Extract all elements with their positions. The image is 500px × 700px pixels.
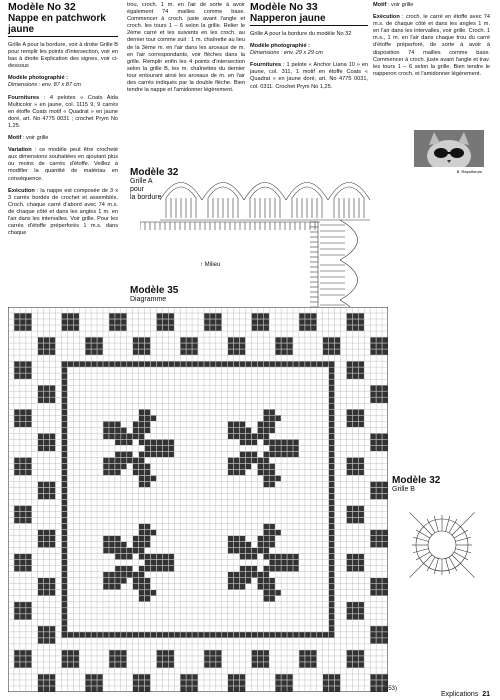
model-33-execution: Exécution : croch. le carré en étoffe avec 74 m.s. de chaque côté et dans les angles 1 m. en l'air dans les intervalles, voir grille. Croch. 1 m.s., 1 m. en l'air dans chaque trou du carré d'étoffe préperforé, de sorte à avoir à disposition 74 mailles comme base. Commencer à croch. juste avant l'angle et trav. les tours 1 – 6 selon la grille. Bien tendre le napperon croch. et l'amidonner légèrement. <box>373 14 490 77</box>
diagramme-label: Modèle 35 Diagramme <box>130 285 179 303</box>
model-32-execution-cont: trou, croch. 1 m. en l'air de sorte à avoir également 74 mailles comme base. Commencer à croch. juste avant l'angle et croch. les tours 1 – 6 selon la grille. Relier le 2ème carré et les suivants en les croch. au dernier tour comme suit : 1 m. chaînette au lieu de la 3ème m. en l'air dans les arceaux de m. en l'air correspondants, voir flèches dans la grille. Remplir enfin les 4 points d'intersection selon la grille B, les m. chaînettes du dernier tour entourant ainsi les arceaux de m. en l'air des carrés indiqués par la double flèche. Bien tendre la nappe et l'amidonner légèrement. <box>127 2 245 94</box>
model-33-photo: Modèle photographié : Dimensions : env. 29 x 29 cm <box>250 43 323 57</box>
filet-crochet-grid <box>8 307 388 692</box>
model-33-intro: Grille A pour la bordure du modèle No 32 <box>250 31 352 37</box>
column-2 <box>127 2 245 99</box>
page-footer: Explications 21 <box>440 691 490 698</box>
model-32-execution: Exécution : la nappe est composée de 3 x 3 carrés bordés de crochet et assemblés. Croch. chaque carré d'abord avec 74 m.s. de chaque côté et dans les angles 1 m. en l'air dans les intervalles. Voir grille. Pour les carrés d'étoffe préperforés 1 m.s. dans chaque <box>8 187 118 237</box>
grille-b-label: Modèle 32 Grille B <box>392 475 441 493</box>
cat-caption: B. Rapsiforum <box>456 169 482 174</box>
model-33-title: Napperon jaune <box>250 13 368 26</box>
grille-a-label: Modèle 32 Grille A pour la bordure <box>130 167 179 201</box>
model-32-photo: Modèle photographié : Dimensions : env. 87 x 87 cm <box>8 75 81 89</box>
column-1 <box>8 2 118 242</box>
column-3 <box>250 2 368 96</box>
model-33-supplies: Fournitures : 1 pelote « Anchor Liana 10 » en jaune, col. 311, 1 motif en étoffe Coats « Quadrat » en jaune doré, art. No 4775 0031, col. 0311. Crochet Prym No 1,25. <box>250 62 368 90</box>
model-32-supplies: Fournitures : 4 pelotes « Coats Aida Multicolor » en jaune, col. 1115 9, 9 carrés en étoffe Coats motif « Quadrat » en jaune doré, art. No 4775 0031 ; crochet Prym No 1,25. <box>8 94 118 129</box>
model-32-heading: Modèle No 32 <box>8 1 76 13</box>
page-reference: (253) <box>383 686 398 692</box>
milieu-label: ↑ Milieu <box>200 262 221 268</box>
model-32-motif: Motif : voir grille <box>8 135 49 142</box>
model-33-heading: Modèle No 33 <box>250 1 318 13</box>
model-32-variation: Variation : ce modèle peut être crocheté aux dimensions souhaitées en ajoutant plus ou moins de carrés d'étoffe. Veillez à modifier la quantité de matériau en conséquence. <box>8 147 118 182</box>
model-33-motif: Motif : voir grille <box>373 2 414 8</box>
model-32-title: Nappe en patchwork jaune <box>8 13 118 37</box>
cat-sunglasses-image <box>414 130 484 175</box>
grille-b-motif <box>392 495 492 595</box>
model-32-intro: Grille A pour la bordure, voir à droite Grille B pour remplir les points d'intersection, voir en bas à droite Explication des signes, voir ci-dessous <box>8 42 118 70</box>
column-4 <box>373 2 490 83</box>
